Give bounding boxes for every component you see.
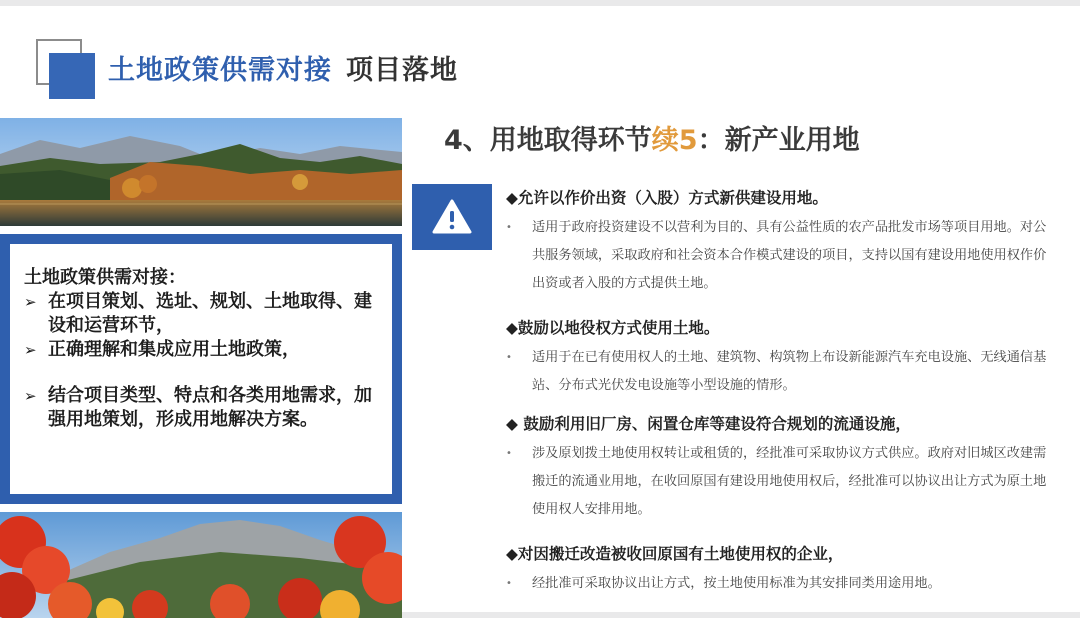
lake-landscape-image — [0, 118, 402, 226]
page-title-main: 土地政策供需对接 — [108, 55, 332, 86]
policy-item-heading: ◆对因搬迁改造被收回原国有土地使用权的企业， — [506, 545, 844, 563]
policy-item — [506, 544, 1058, 598]
policy-item-heading: ◆ 鼓励利用旧厂房、闲置仓库等建设符合规划的流通设施， — [506, 415, 911, 433]
policy-item — [506, 414, 1058, 524]
red-leaf-mountain-image — [0, 512, 402, 618]
info-item-text: 正确理解和集成应用土地政策， — [48, 339, 300, 360]
policy-info-box — [0, 234, 402, 504]
policy-item-body — [506, 344, 1058, 400]
policy-item-text: 涉及原划拨土地使用权转让或租赁的，经批准可采取协议方式供应。政府对旧城区改建需搬迁的流通业用地，在收回原国有建设用地使用权后，经批准可以协议出让方式为原土地使用权人安排用地。 — [532, 446, 1047, 517]
warning-box — [412, 184, 492, 250]
info-item-text: 结合项目类型、特点和各类用地需求，加强用地策划，形成用地解决方案。 — [48, 385, 372, 430]
arrow-bullet-icon: ➢ — [24, 293, 37, 311]
section-title-suffix: ：新产业用地 — [697, 125, 860, 156]
bullet-icon: • — [506, 448, 512, 459]
warning-triangle-icon — [431, 198, 473, 236]
title-square-icon — [36, 39, 96, 101]
policy-item-body — [506, 214, 1058, 298]
section-title-prefix: 4、用地取得环节 — [444, 125, 652, 156]
page-title — [108, 48, 458, 87]
info-item — [24, 290, 382, 338]
bullet-icon: • — [506, 222, 512, 233]
section-title — [444, 118, 860, 157]
section-title-accent: 续5 — [651, 125, 698, 156]
policy-item-body — [506, 570, 1058, 598]
policy-item-heading: ◆鼓励以地役权方式使用土地。 — [506, 319, 720, 337]
policy-item-heading: ◆允许以作价出资（入股）方式新供建设用地。 — [506, 189, 828, 207]
slide — [0, 6, 1080, 612]
policy-item — [506, 318, 1058, 400]
bullet-icon: • — [506, 578, 512, 589]
info-item-text: 在项目策划、选址、规划、土地取得、建设和运营环节， — [48, 291, 372, 336]
page-title-sub: 项目落地 — [346, 55, 458, 86]
policy-item-text: 适用于政府投资建设不以营利为目的、具有公益性质的农产品批发市场等项目用地。对公共服务领域，采取政府和社会资本合作模式建设的项目，支持以国有建设用地使用权作价出资或者入股的方式提供土地。 — [532, 220, 1047, 291]
info-item — [24, 384, 382, 432]
info-item — [24, 338, 382, 362]
policy-item-text: 经批准可采取协议出让方式，按土地使用标准为其安排同类用途用地。 — [532, 576, 941, 591]
bullet-icon: • — [506, 352, 512, 363]
policy-item-body — [506, 440, 1058, 524]
arrow-bullet-icon: ➢ — [24, 387, 37, 405]
info-heading: 土地政策供需对接： — [24, 267, 186, 288]
policy-item — [506, 188, 1058, 298]
arrow-bullet-icon: ➢ — [24, 341, 37, 359]
policy-item-text: 适用于在已有使用权人的土地、建筑物、构筑物上布设新能源汽车充电设施、无线通信基站、分布式光伏发电设施等小型设施的情形。 — [532, 350, 1047, 393]
